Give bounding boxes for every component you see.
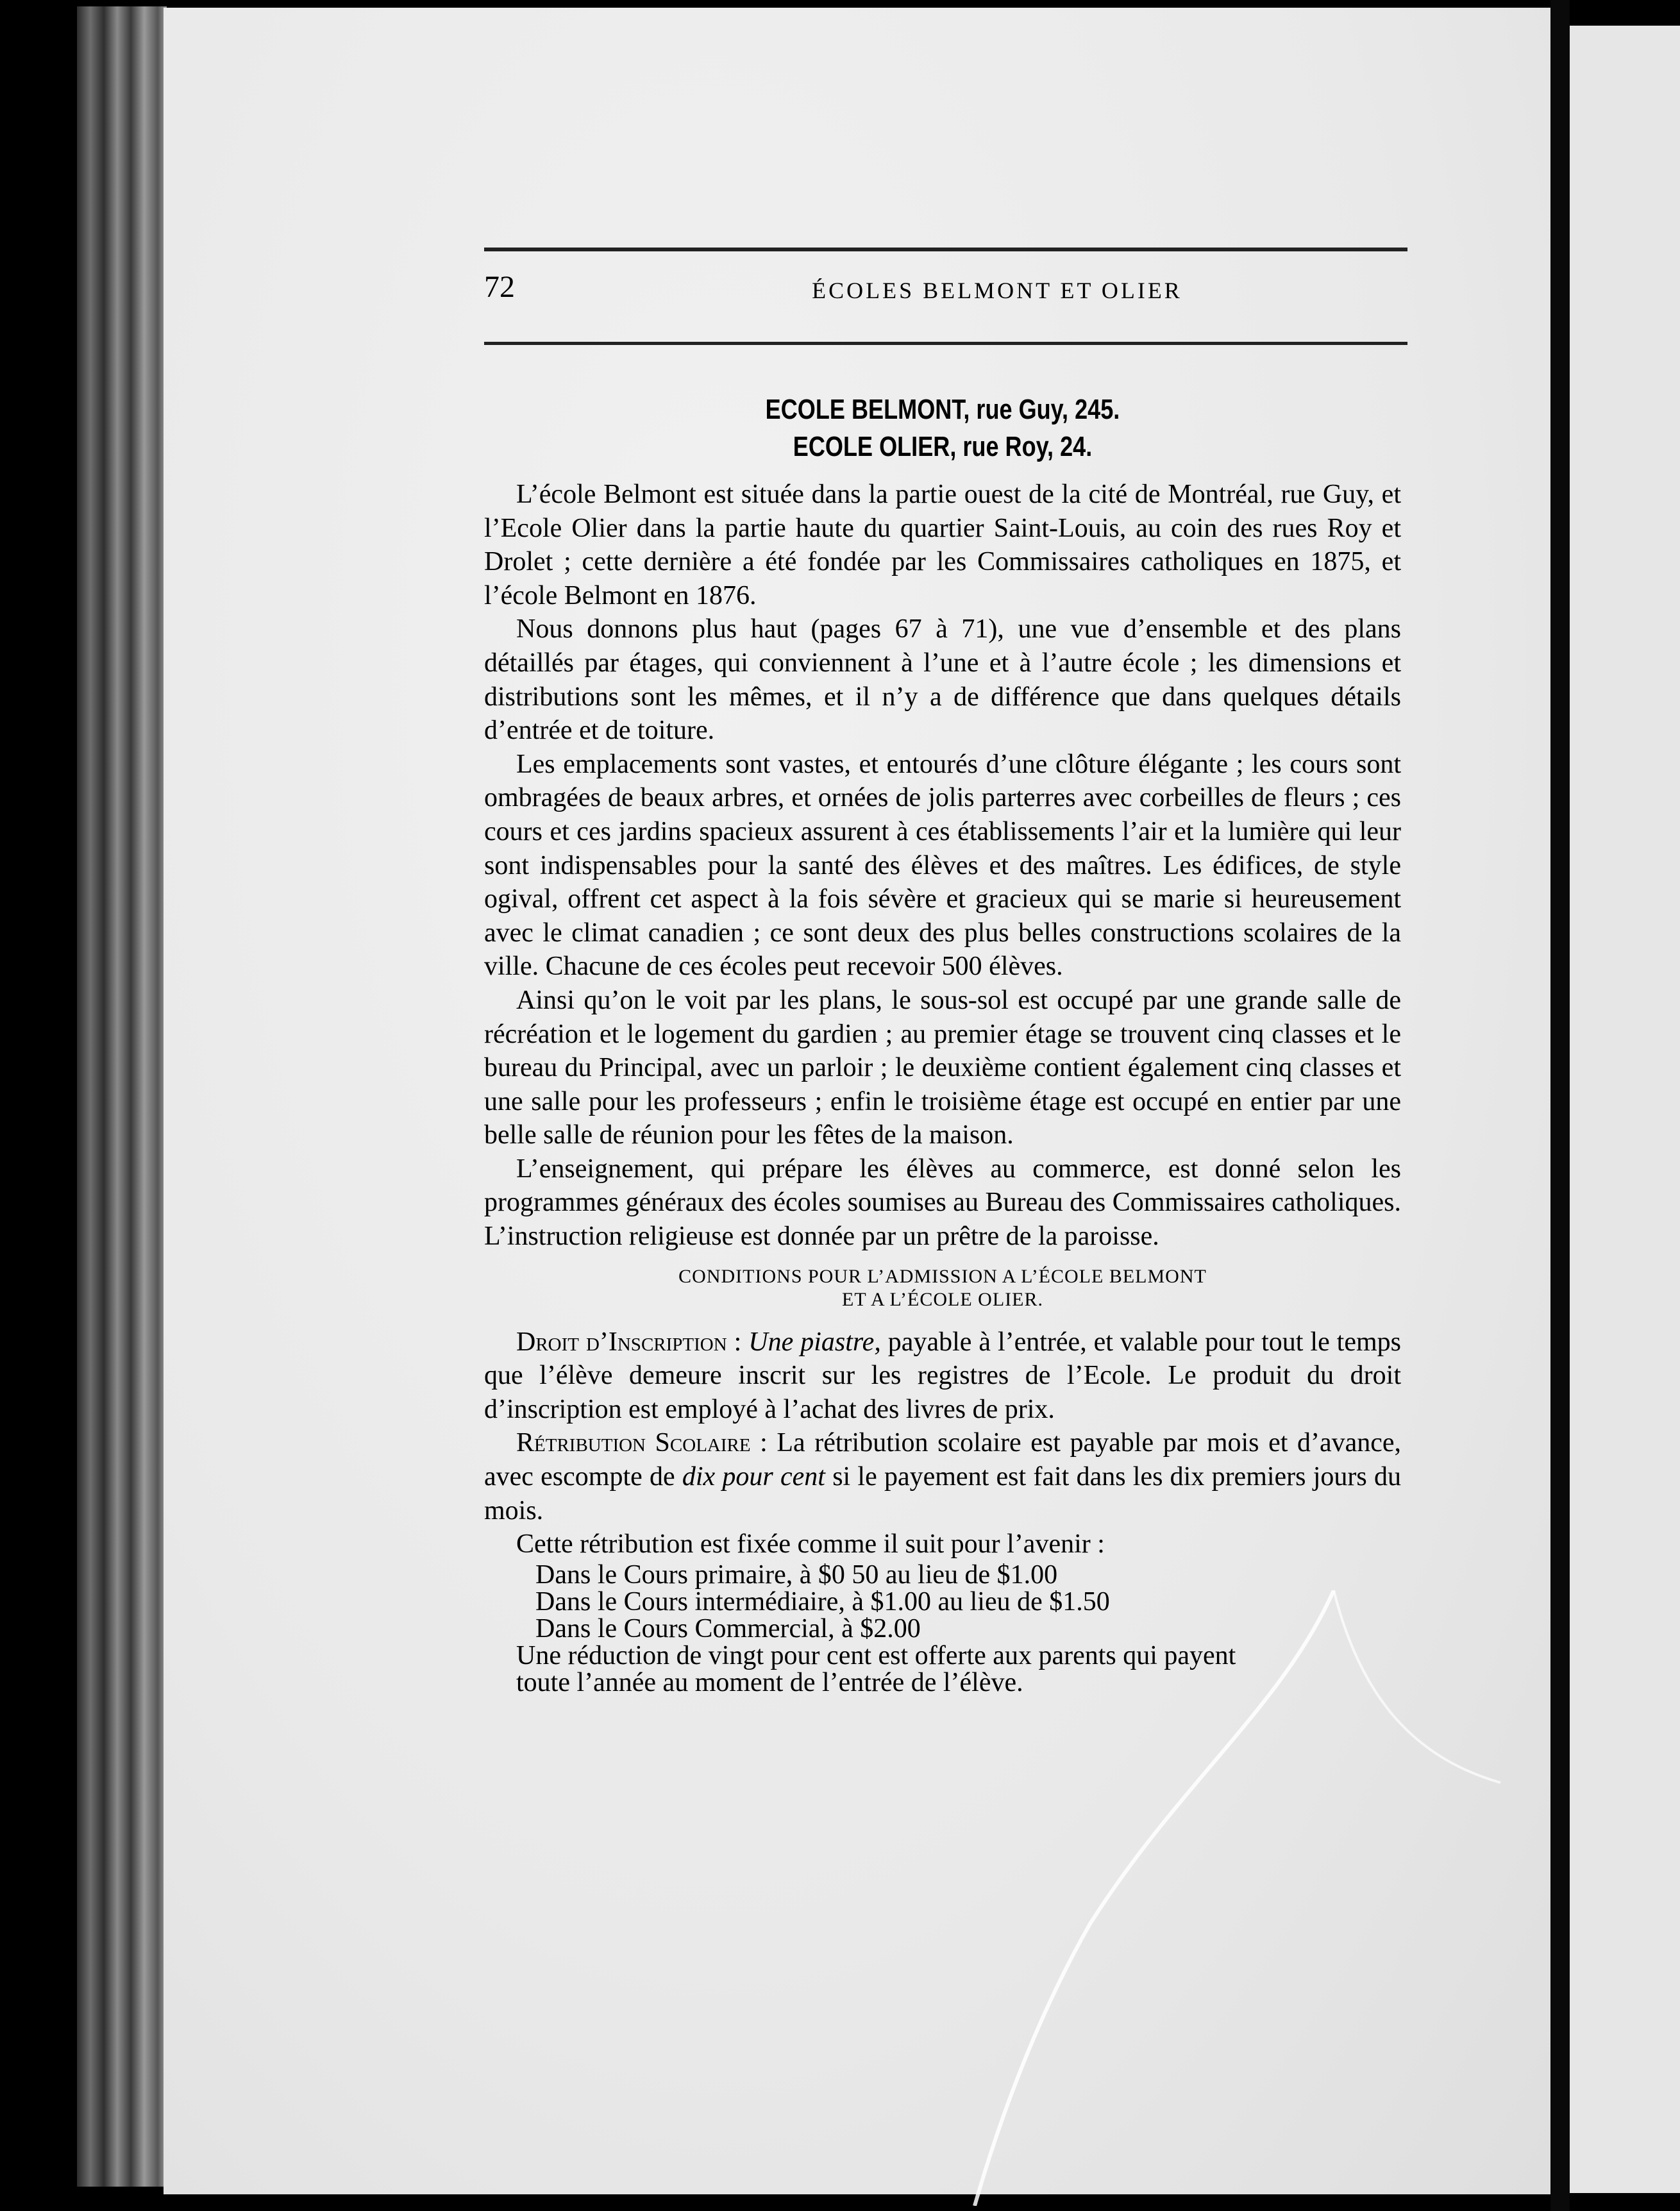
book-gutter [1550, 0, 1570, 2211]
page-edge-stack [77, 6, 167, 2187]
paragraph: L’école Belmont est située dans la partie ouest de la cité de Montréal, rue Guy, et l’Ecole Olier dans la partie haute du quartier Saint-Louis, au coin des rues Roy et Drolet ; cette dernière a été fondée par les Commissaires catholiques en 1875, et l’école Belmont en 1876. [484, 480, 1401, 610]
fixed-rates-intro: Cette rétribution est fixée comme il suit pour l’avenir : [516, 1529, 1105, 1559]
title-olier: ECOLE OLIER, rue Roy, 24. [793, 431, 1093, 462]
header-top-rule [484, 248, 1407, 251]
title-belmont: ECOLE BELMONT, rue Guy, 245. [765, 394, 1120, 425]
droit-label: Droit d’Inscription : [516, 1327, 742, 1357]
paragraph: Les emplacements sont vastes, et entourés d’une clôture élégante ; les cours sont ombragées de beaux arbres, et ornées de jolis parterres avec corbeilles de fleurs ; ces cours et ces jardins spacieux assurent à ces établissements l’air et la lumière qui leur sont indispensables pour la santé des élèves et des maîtres. Les édifices, de style ogival, offrent cet aspect à la fois sévère et gracieux qui se marie si heureusement avec le climat canadien ; ce sont deux des plus belles constructions scolaires de la ville. Chacune de ces écoles peut recevoir 500 élèves. [484, 749, 1401, 982]
running-title: ÉCOLES BELMONT ET OLIER [812, 278, 1182, 303]
droit-text: payable à l’entrée, et valable pour tout le temps que l’élève demeure inscrit sur les registres de l’Ecole. Le produit du droit d’inscription est employé à l’achat des livres de prix. [484, 1327, 1402, 1424]
page-header [484, 269, 1407, 321]
paragraph: Nous donnons plus haut (pages 67 à 71), une vue d’ensemble et des plans détaillés par étages, qui conviennent à l’une et à l’autre école ; les dimensions et distributions sont les mêmes, et il n’y a de différence que dans quelques détails d’entrée et de toiture. [484, 614, 1401, 746]
reduction-line: toute l’année au moment de l’entrée de l’élève. [516, 1667, 1023, 1697]
droit-amount: Une piastre, [748, 1327, 881, 1357]
adjacent-page-edge [1570, 26, 1680, 2193]
retribution-label: Rétribution Scolaire : [516, 1428, 768, 1458]
retribution-paragraph [484, 1426, 1401, 1527]
paragraph: L’enseignement, qui prépare les élèves au commerce, est donné selon les programmes généraux des écoles soumises au Bureau des Commissaires catholiques. L’instruction religieuse est donnée par un prêtre de la paroisse. [484, 1154, 1401, 1252]
header-bottom-rule [484, 342, 1407, 345]
retribution-text-after: si le payement est fait dans les dix premiers jours du mois. [484, 1462, 1401, 1526]
rate-line: Dans le Cours primaire, à $0 50 au lieu de $1.00 [535, 1559, 1058, 1590]
conditions-heading-line2: ET A L’ÉCOLE OLIER. [842, 1288, 1043, 1310]
body-text [484, 478, 1401, 1696]
conditions-heading [484, 1265, 1401, 1311]
section-titles [484, 391, 1401, 466]
droit-inscription-paragraph [484, 1325, 1401, 1427]
retribution-text-before: La rétribution scolaire est payable par mois et d’avance, avec escompte de [484, 1428, 1402, 1492]
conditions-heading-line1: CONDITIONS POUR L’ADMISSION A L’ÉCOLE BELMONT [678, 1265, 1207, 1287]
rate-line: Dans le Cours Commercial, à $2.00 [535, 1613, 921, 1644]
paragraph: Ainsi qu’on le voit par les plans, le sous-sol est occupé par une grande salle de récréation et le logement du gardien ; au premier étage se trouvent cinq classes et le bureau du Principal, avec un parloir ; le deuxième contient également cinq classes et une salle pour les professeurs ; enfin le troisième étage est occupé en entier par une belle salle de réunion pour les fêtes de la maison. [484, 985, 1401, 1150]
rate-line: Dans le Cours intermédiaire, à $1.00 au lieu de $1.50 [535, 1586, 1110, 1617]
reduction-line: Une réduction de vingt pour cent est offerte aux parents qui payent [516, 1640, 1236, 1670]
retribution-discount: dix pour cent [682, 1462, 825, 1492]
page-number: 72 [484, 270, 515, 304]
